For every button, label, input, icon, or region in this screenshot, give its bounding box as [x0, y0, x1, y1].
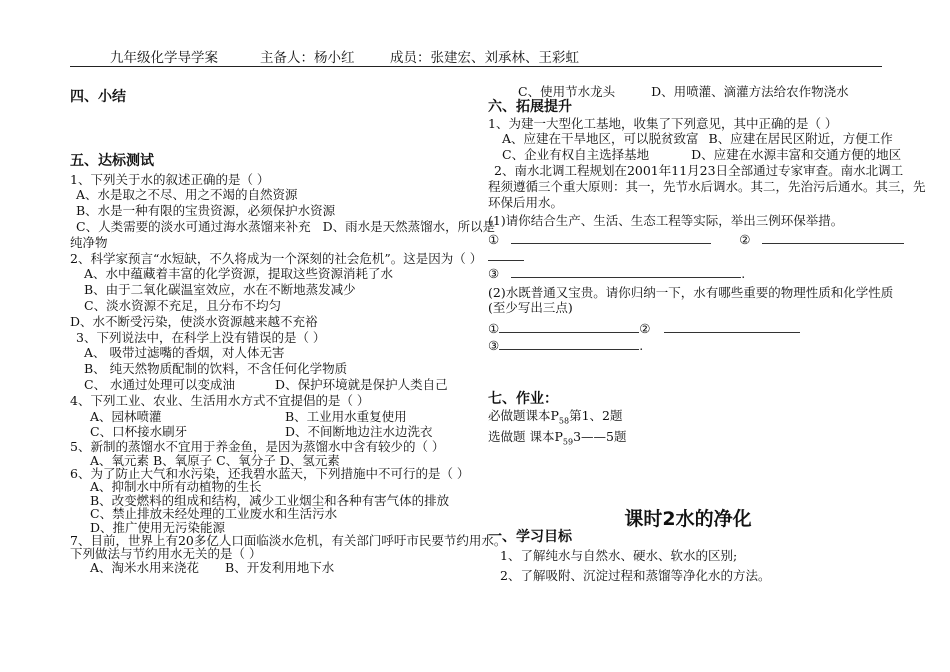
question-stem-2: 下列做法与节约用水无关的是（ ）: [70, 546, 262, 562]
option-b: B、开发利用地下水: [225, 559, 335, 575]
passage-line-2: 程须遵循三个重大原则：其一，先节水后调水。其二，先治污后通水。其三，先: [488, 178, 926, 194]
option-d: D、用喷灌、滴灌方法给农作物浇水: [651, 84, 849, 99]
left-column: [70, 89, 507, 575]
question-stem: 4、下列工业、农业、生活用水方式不宜提倡的是（ ）: [70, 392, 370, 408]
marker: ①: [488, 321, 500, 337]
option-c: C、企业有权自主选择基地: [502, 147, 650, 163]
option-row-cd: [70, 424, 470, 440]
sub-question-1: (1)请你结合生产、生活、生态工程等实际，举出三例环保举措。: [488, 213, 844, 229]
option-d-continued: 纯净物: [70, 234, 108, 250]
goal-heading: 一、学习目标: [488, 528, 572, 545]
option-d: D、雨水是天然蒸馏水，所以是: [322, 218, 496, 234]
option-c: C、人类需要的淡水可通过海水蒸馏来补充: [76, 218, 311, 234]
option-c: C、口杯接水刷牙: [90, 424, 188, 440]
question-stem: 3、下列说法中，在科学上没有错误的是（ ）: [76, 329, 326, 345]
option-d: D、推广使用无污染能源: [90, 519, 226, 535]
period: .: [741, 265, 746, 281]
answer-row-4: [488, 337, 888, 354]
homework-text: 选做题 课本P: [488, 428, 563, 444]
extend-question-1: [488, 115, 902, 163]
question-5: [70, 440, 470, 467]
options: A、氧元素 B、氧原子 C、氧分子 D、氢元素: [90, 452, 340, 468]
extend-heading: 六、拓展提升: [488, 98, 572, 115]
option-row-cd: [488, 147, 902, 163]
option-d: D、应建在水源丰富和交通方便的地区: [691, 147, 902, 163]
answer-row-3: [488, 265, 888, 282]
right-column: [488, 84, 926, 583]
page-subscript: 59: [562, 437, 574, 447]
members: 成员：张建宏、刘承林、王彩虹: [390, 50, 579, 66]
homework-text: 必做题课本P: [488, 407, 559, 423]
option-b: B、水是一种有限的宝贵资源，必须保护水资源: [76, 203, 336, 219]
homework-text: 3——5题: [573, 428, 627, 444]
option-a: A、水中蕴藏着丰富的化学资源，提取这些资源消耗了水: [84, 266, 394, 282]
period: .: [639, 337, 644, 353]
option-a: A、淘米水用来浇花: [90, 559, 200, 575]
answer-row-1-cont: [488, 248, 888, 265]
preparer: 主备人：杨小红: [260, 50, 355, 66]
course-title: 九年级化学导学案: [110, 50, 218, 66]
option-b: B、改变燃料的组成和结构，减少工业烟尘和各种有害气体的排放: [90, 492, 450, 508]
question-stem: 6、为了防止大气和水污染，还我碧水蓝天，下列措施中不可行的是（ ）: [70, 465, 470, 481]
answer-blank[interactable]: [511, 231, 711, 244]
homework-required: [488, 408, 888, 429]
marker: ③: [488, 337, 500, 353]
question-6: [70, 467, 470, 534]
sub-question-2: (2)水既普通又宝贵。请你归纳一下，水有哪些重要的物理性质和化学性质: [488, 284, 894, 300]
extend-question-2: [488, 162, 926, 354]
option-c: C、淡水资源不充足，且分布不均匀: [84, 297, 282, 313]
question-stem: 5、新制的蒸馏水不宜用于养金鱼，是因为蒸馏水中含有较少的（ ）: [70, 439, 445, 455]
homework-optional: [488, 429, 888, 450]
page-subscript: 58: [558, 416, 570, 426]
option-b: B、 纯天然物质配制的饮料，不含任何化学物质: [84, 361, 348, 377]
goal-2: 2、了解吸附、沉淀过程和蒸馏等净化水的方法。: [500, 567, 771, 583]
option-d: D、不间断地边注水边洗衣: [285, 424, 433, 440]
question-stem: 1、为建一大型化工基地，收集了下列意见，其中正确的是（ ）: [488, 115, 838, 131]
question-stem: 7、目前，世界上有20多亿人口面临淡水危机，有关部门呼吁市民要节约用水。: [70, 532, 507, 548]
answer-blank[interactable]: [488, 248, 524, 261]
option-c: C、禁止排放未经处理的工业废水和生活污水: [90, 506, 338, 522]
question-1: [70, 171, 496, 251]
option-a: A、园林喷灌: [90, 408, 162, 424]
question-7: [70, 532, 507, 575]
answer-blank[interactable]: [499, 320, 639, 333]
option-c-d: [70, 377, 470, 393]
option-a: A、抑制水中所有动植物的生长: [90, 479, 262, 495]
homework-heading: 七、作业：: [488, 390, 558, 407]
marker: ②: [639, 321, 651, 337]
option-b: B、由于二氧化碳温室效应，水在不断地蒸发减少: [84, 282, 356, 298]
answer-blank[interactable]: [499, 337, 639, 350]
answer-row-2: [488, 320, 888, 337]
question-4: [70, 393, 470, 440]
question-stem: 1、下列关于水的叙述正确的是（ ）: [70, 171, 270, 187]
q7-options-cd: [488, 84, 888, 100]
option-a: A、水是取之不尽、用之不竭的自然资源: [76, 187, 298, 203]
option-c: C、 水通过处理可以变成油: [84, 376, 236, 392]
question-2: [70, 250, 483, 330]
question-3: [70, 330, 470, 393]
answer-blank[interactable]: [664, 320, 800, 333]
marker: ②: [739, 232, 751, 248]
answer-row-1: [488, 231, 888, 248]
option-a: A、应建在干旱地区，可以脱贫致富: [502, 131, 699, 147]
lesson-title: 课时2水的净化: [624, 508, 752, 531]
question-stem: 2、科学家预言“水短缺，不久将成为一个深刻的社会危机”。这是因为（ ）: [70, 250, 483, 266]
sub-question-2-cont: (至少写出三点): [488, 300, 573, 316]
answer-blank[interactable]: [762, 231, 904, 244]
option-row-ab: [70, 561, 470, 574]
option-b: B、应建在居民区附近，方便工作: [708, 131, 893, 147]
option-row-ab: [488, 131, 893, 147]
marker: ③: [488, 265, 500, 281]
test-heading: 五、达标测试: [70, 152, 154, 169]
summary-heading: 四、小结: [70, 89, 126, 105]
option-a: A、 吸带过滤嘴的香烟，对人体无害: [84, 345, 285, 361]
option-d: D、水不断受污染，使淡水资源越来越不充裕: [70, 313, 318, 329]
goal-1: 1、了解纯水与自然水、硬水、软水的区别;: [500, 547, 738, 563]
page-header: [70, 44, 882, 67]
marker: ①: [488, 232, 500, 248]
option-row-ab: [70, 409, 470, 425]
option-d: D、保护环境就是保护人类自己: [275, 376, 448, 392]
answer-blank[interactable]: [511, 265, 741, 278]
passage-line-3: 环保后用水。: [488, 194, 564, 210]
option-c: C、使用节水龙头: [518, 84, 616, 99]
option-c-d: [70, 218, 496, 235]
passage-line-1: 2、南水北调工程规划在2001年11月23日全部通过专家审查。南水北调工: [494, 162, 904, 178]
option-b: B、工业用水重复使用: [285, 408, 407, 424]
homework-text: 第1、2题: [569, 407, 623, 423]
